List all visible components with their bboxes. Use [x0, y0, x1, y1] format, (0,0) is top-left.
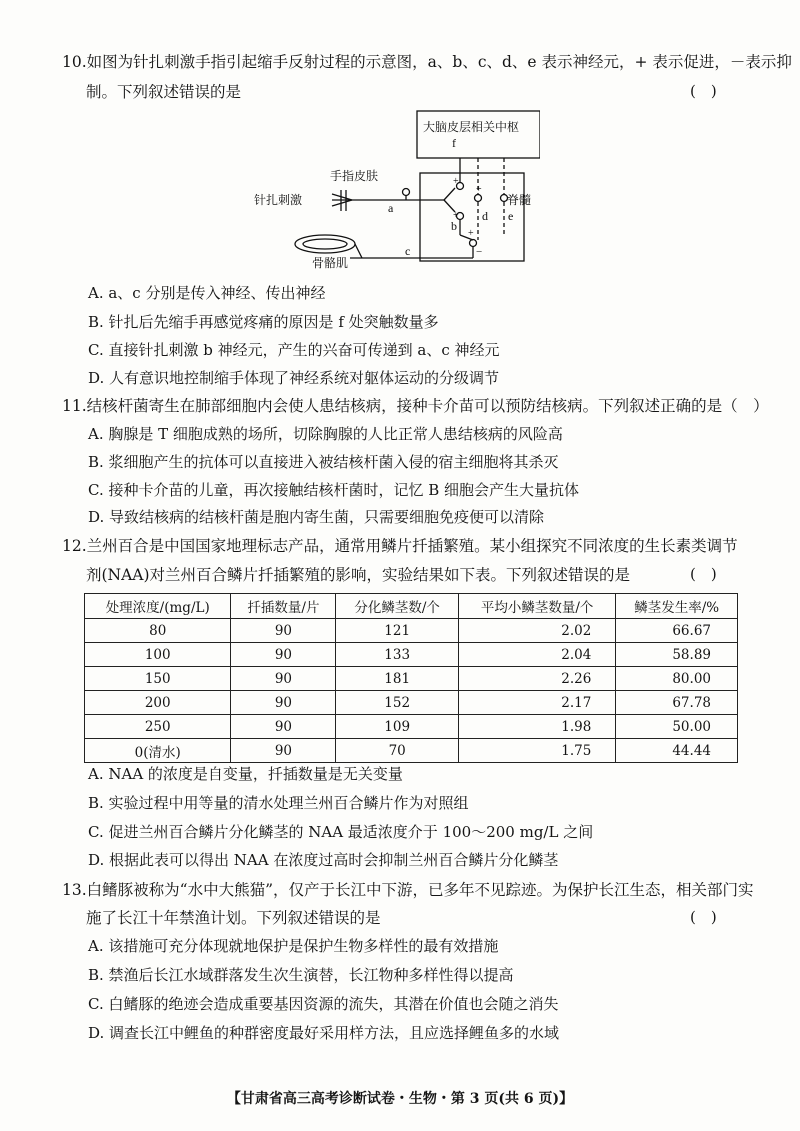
plus-sign-3: + [476, 184, 482, 195]
q13-answer-paren: ( ) [690, 908, 717, 926]
q13-stem-line2: 施了长江十年禁渔计划。下列叙述错误的是 [86, 909, 381, 927]
label-a: a [388, 201, 394, 215]
skin-label: 手指皮肤 [330, 169, 379, 183]
table-cell: 109 [336, 715, 458, 739]
q10-option-a: A. a、c 分别是传入神经、传出神经 [88, 284, 326, 302]
table-cell: 1.75 [458, 739, 615, 763]
q11-option-d: D. 导致结核病的结核杆菌是胞内寄生菌，只需要细胞免疫便可以清除 [88, 508, 545, 526]
label-c: c [405, 244, 411, 258]
table-cell: 67.78 [616, 691, 738, 715]
page-footer: 【甘肃省高三高考诊断试卷・生物・第 3 页(共 6 页)】 [226, 1091, 574, 1107]
q12-answer-paren: ( ) [690, 565, 717, 583]
table-cell: 90 [231, 691, 336, 715]
label-e: e [508, 209, 514, 223]
plus-sign-1: + [453, 176, 459, 187]
header-bulb-count: 分化鳞茎数/个 [336, 594, 458, 619]
plus-sign-4: + [468, 228, 474, 239]
table-cell: 121 [336, 619, 458, 643]
spinal-label: 脊髓 [506, 193, 531, 207]
table-cell: 90 [231, 715, 336, 739]
q13-option-d: D. 调查长江中鲤鱼的种群密度最好采用样方法，且应选择鲤鱼多的水域 [88, 1024, 560, 1042]
q10-stem-line2: 制。下列叙述错误的是 [86, 83, 242, 101]
header-rate: 鳞茎发生率/% [616, 594, 738, 619]
table-cell: 1.98 [458, 715, 615, 739]
q10-option-c: C. 直接针扎刺激 b 神经元，产生的兴奋可传递到 a、c 神经元 [88, 341, 500, 359]
table-row [85, 619, 738, 643]
q10-stem-line1: 10.如图为针扎刺激手指引起缩手反射过程的示意图，a、b、c、d、e 表示神经元，+ 表示促进，－表示抑 [62, 53, 792, 71]
q11-option-a: A. 胸腺是 T 细胞成熟的场所，切除胸腺的人比正常人患结核病的风险高 [88, 425, 563, 443]
table-cell: 2.17 [458, 691, 615, 715]
table-cell: 2.02 [458, 619, 615, 643]
table-cell: 80 [85, 619, 231, 643]
table-cell: 2.04 [458, 643, 615, 667]
table-cell: 90 [231, 739, 336, 763]
q13-option-b: B. 禁渔后长江水域群落发生次生演替，长江物种多样性得以提高 [88, 966, 514, 984]
table-cell: 0(清水) [85, 739, 231, 763]
table-cell: 80.00 [616, 667, 738, 691]
table-cell: 50.00 [616, 715, 738, 739]
q12-stem-line1: 12.兰州百合是中国国家地理标志产品，通常用鳞片扦插繁殖。某小组探究不同浓度的生长素类调节 [62, 537, 738, 555]
table-cell: 90 [231, 643, 336, 667]
plus-sign-2: + [453, 210, 459, 221]
table-cell: 152 [336, 691, 458, 715]
table-cell: 133 [336, 643, 458, 667]
q10-option-d: D. 人有意识地控制缩手体现了神经系统对躯体运动的分级调节 [88, 369, 500, 387]
q12-stem-line2: 剂(NAA)对兰州百合鳞片扦插繁殖的影响，实验结果如下表。下列叙述错误的是 [86, 566, 631, 584]
table-cell: 58.89 [616, 643, 738, 667]
table-cell: 44.44 [616, 739, 738, 763]
table-cell: 90 [231, 619, 336, 643]
label-f: f [452, 136, 456, 150]
table-row [85, 691, 738, 715]
q11-stem: 11.结核杆菌寄生在肺部细胞内会使人患结核病，接种卡介苗可以预防结核病。下列叙述正确的是（ ） [62, 397, 769, 415]
header-concentration: 处理浓度/(mg/L) [85, 594, 231, 619]
table-row [85, 715, 738, 739]
q13-option-a: A. 该措施可充分体现就地保护是保护生物多样性的最有效措施 [88, 937, 499, 955]
q13-stem-line1: 13.白鳍豚被称为“水中大熊猫”，仅产于长江中下游，已多年不见踪迹。为保护长江生态，相关部门实 [62, 881, 754, 899]
q12-option-a: A. NAA 的浓度是自变量，扦插数量是无关变量 [88, 765, 403, 783]
table-row [85, 739, 738, 763]
reflex-diagram [240, 100, 540, 270]
table-header-row [85, 594, 738, 619]
header-avg-bulblet: 平均小鳞茎数量/个 [458, 594, 615, 619]
q12-option-c: C. 促进兰州百合鳞片分化鳞茎的 NAA 最适浓度介于 100～200 mg/L 之间 [88, 823, 594, 841]
nae-results-table [84, 593, 738, 763]
q12-option-b: B. 实验过程中用等量的清水处理兰州百合鳞片作为对照组 [88, 794, 469, 812]
label-d: d [482, 209, 488, 223]
q10-option-b: B. 针扎后先缩手再感觉疼痛的原因是 f 处突触数量多 [88, 313, 439, 331]
minus-sign: − [476, 246, 483, 258]
table-cell: 250 [85, 715, 231, 739]
brain-center-box [417, 111, 540, 158]
stimulus-label: 针扎刺激 [254, 193, 303, 207]
q11-option-c: C. 接种卡介苗的儿童，再次接触结核杆菌时，记忆 B 细胞会产生大量抗体 [88, 481, 580, 499]
table-cell: 150 [85, 667, 231, 691]
q13-option-c: C. 白鳍豚的绝迹会造成重要基因资源的流失，其潜在价值也会随之消失 [88, 995, 559, 1013]
label-b: b [451, 219, 457, 233]
table-cell: 2.26 [458, 667, 615, 691]
table-cell: 70 [336, 739, 458, 763]
q12-option-d: D. 根据此表可以得出 NAA 在浓度过高时会抑制兰州百合鳞片分化鳞茎 [88, 851, 559, 869]
table-row [85, 667, 738, 691]
q10-answer-paren: ( ) [690, 82, 717, 100]
q11-option-b: B. 浆细胞产生的抗体可以直接进入被结核杆菌入侵的宿主细胞将其杀灭 [88, 453, 559, 471]
table-cell: 200 [85, 691, 231, 715]
table-cell: 100 [85, 643, 231, 667]
muscle-label: 骨骼肌 [312, 256, 349, 270]
table-row [85, 643, 738, 667]
table-cell: 66.67 [616, 619, 738, 643]
brain-label: 大脑皮层相关中枢 [423, 120, 520, 134]
table-cell: 90 [231, 667, 336, 691]
table-cell: 181 [336, 667, 458, 691]
header-cutting-count: 扦插数量/片 [231, 594, 336, 619]
